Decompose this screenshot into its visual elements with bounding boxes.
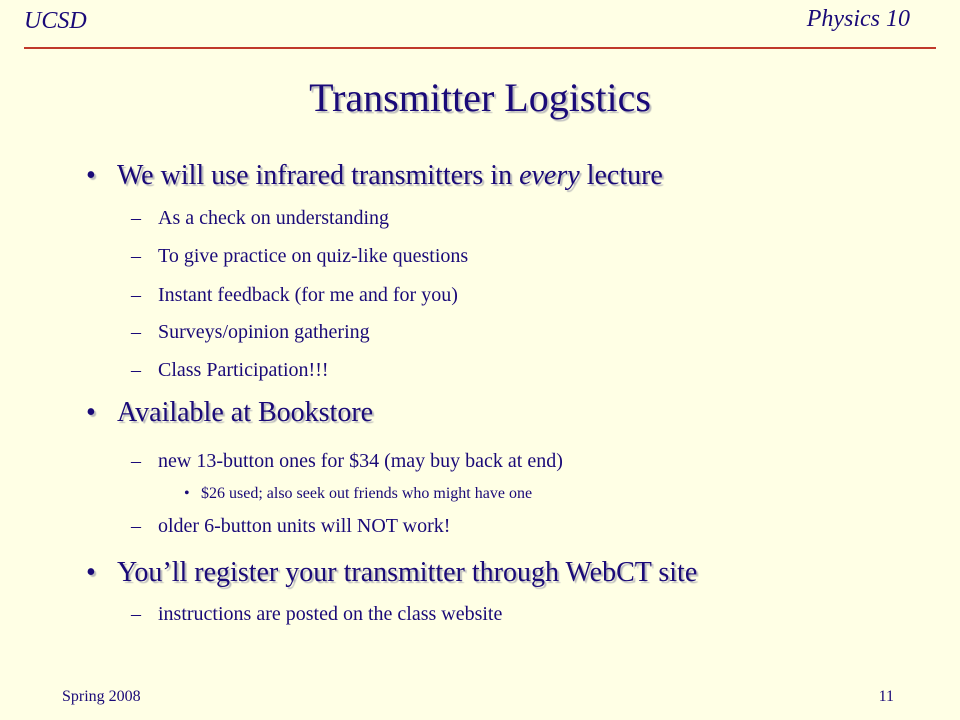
- bullet-item: [86, 557, 697, 589]
- sub-item: [131, 207, 389, 230]
- footer-page-number: 11: [878, 688, 894, 705]
- bullet-text: Available at Bookstore: [117, 397, 374, 428]
- sub-text: Instant feedback (for me and for you): [158, 284, 458, 306]
- sub-marker: –: [131, 284, 141, 306]
- sub-text: Class Participation!!!: [158, 359, 329, 381]
- subsub-marker: •: [184, 485, 190, 502]
- sub-text: instructions are posted on the class website: [158, 603, 503, 625]
- slide-title: Transmitter Logistics: [309, 75, 651, 120]
- sub-marker: –: [131, 321, 141, 343]
- footer-term: Spring 2008: [62, 688, 141, 705]
- bullet-text: You’ll register your transmitter through WebCT site: [117, 557, 698, 588]
- sub-text: older 6-button units will NOT work!: [158, 515, 451, 537]
- bullet-text-emphasis: every: [519, 160, 580, 191]
- sub-text: To give practice on quiz-like questions: [158, 245, 469, 267]
- bullet-item: [86, 160, 663, 192]
- bullet-text: We will use infrared transmitters in: [117, 160, 520, 191]
- sub-text: As a check on understanding: [158, 207, 390, 229]
- sub-item: [131, 450, 563, 473]
- sub-marker: –: [131, 245, 141, 267]
- sub-item: [131, 245, 468, 268]
- sub-marker: –: [131, 450, 141, 472]
- sub-item: [131, 603, 502, 626]
- bullet-marker: •: [86, 397, 96, 428]
- header-rule: [24, 47, 936, 49]
- header-course: Physics 10: [806, 6, 910, 32]
- sub-text: new 13-button ones for $34 (may buy back at end): [158, 450, 563, 472]
- bullet-text: lecture: [579, 160, 663, 191]
- sub-marker: –: [131, 515, 141, 537]
- bullet-marker: •: [86, 160, 96, 191]
- sub-marker: –: [131, 359, 141, 381]
- bullet-item: [86, 397, 373, 429]
- sub-text: Surveys/opinion gathering: [158, 321, 370, 343]
- sub-item: [131, 359, 329, 382]
- bullet-marker: •: [86, 557, 96, 588]
- sub-marker: –: [131, 207, 141, 229]
- sub-marker: –: [131, 603, 141, 625]
- header-institution: UCSD: [24, 8, 87, 34]
- sub-item: [131, 515, 450, 538]
- sub-item: [131, 284, 458, 307]
- sub-item: [131, 321, 370, 344]
- subsub-item: [184, 485, 532, 503]
- subsub-text: $26 used; also seek out friends who might have one: [201, 485, 533, 502]
